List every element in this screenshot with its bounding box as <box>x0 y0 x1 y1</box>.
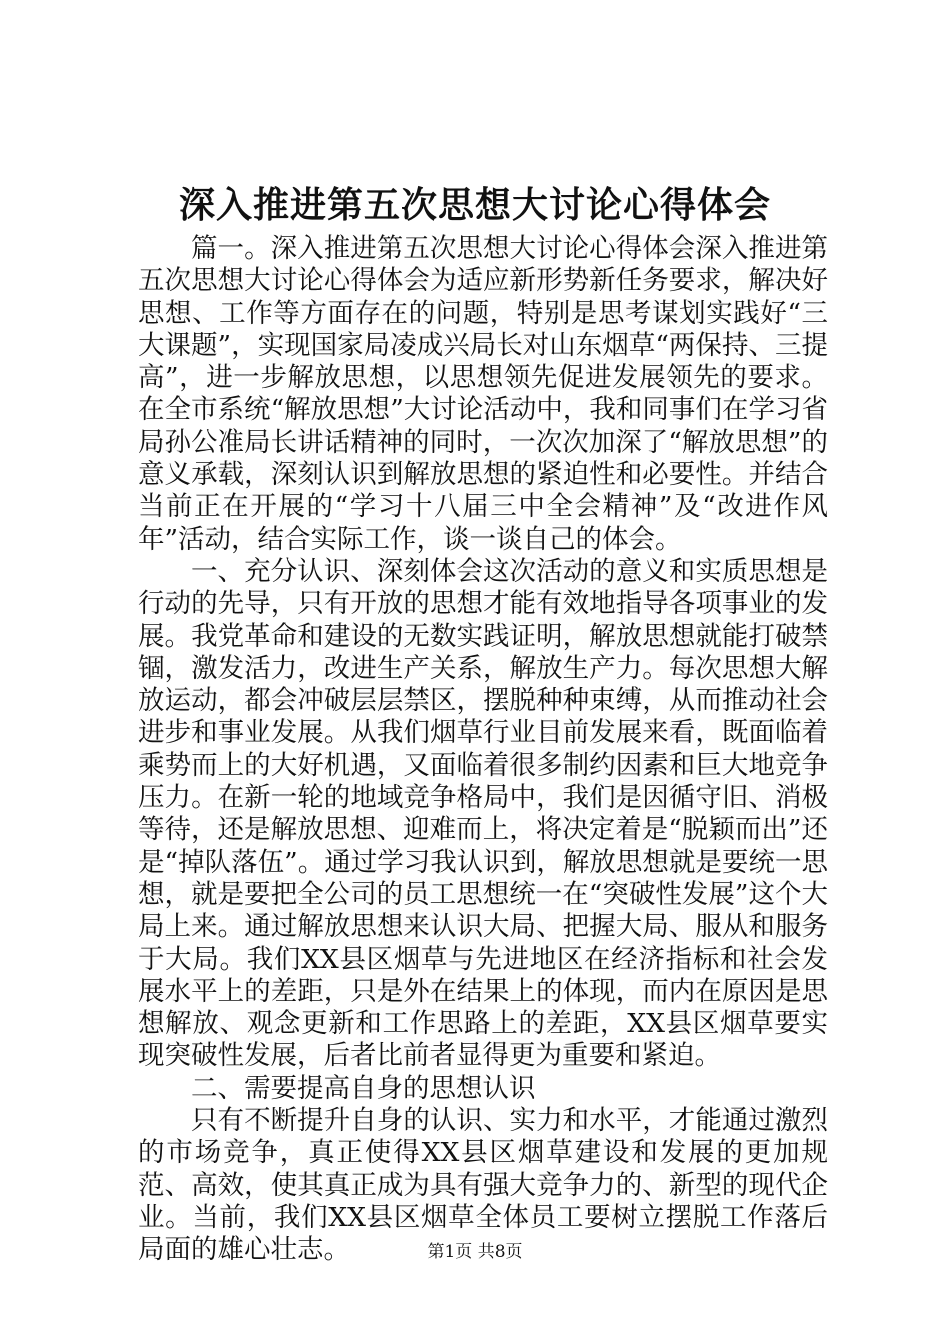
paragraph-intro: 篇一。深入推进第五次思想大讨论心得体会深入推进第五次思想大讨论心得体会为适应新形势新任务要求，解决好思想、工作等方面存在的问题，特别是思考谋划实践好“三大课题”，实现国家局凌成兴局长对山东烟草“两保持、三提高”，进一步解放思想，以思想领先促进发展领先的要求。在全市系统“解放思想”大讨论活动中，我和同事们在学习省局孙公准局长讲话精神的同时，一次次加深了“解放思想”的意义承载，深刻认识到解放思想的紧迫性和必要性。并结合当前正在开展的“学习十八届三中全会精神”及“改进作风年”活动，结合实际工作，谈一谈自己的体会。 <box>138 233 828 555</box>
paragraph-section-one: 一、充分认识、深刻体会这次活动的意义和实质思想是行动的先导，只有开放的思想才能有效地指导各项事业的发展。我党革命和建设的无数实践证明，解放思想就能打破禁锢，激发活力，改进生产关系，解放生产力。每次思想大解放运动，都会冲破层层禁区，摆脱种种束缚，从而推动社会进步和事业发展。从我们烟草行业目前发展来看，既面临着乘势而上的大好机遇，又面临着很多制约因素和巨大地竞争压力。在新一轮的地域竞争格局中，我们是因循守旧、消极等待，还是解放思想、迎难而上，将决定着是“脱颖而出”还是“掉队落伍”。通过学习我认识到，解放思想就是要统一思想，就是要把全公司的员工思想统一在“突破性发展”这个大局上来。通过解放思想来认识大局、把握大局、服从和服务于大局。我们XX县区烟草与先进地区在经济指标和社会发展水平上的差距，只是外在结果上的体现，而内在原因是思想解放、观念更新和工作思路上的差距，XX县区烟草要实现突破性发展，后者比前者显得更为重要和紧迫。 <box>138 555 828 1072</box>
document-title: 深入推进第五次思想大讨论心得体会 <box>178 184 771 226</box>
paragraph-section-two: 只有不断提升自身的认识、实力和水平，才能通过激烈的市场竞争，真正使得XX县区烟草建设和发展的更加规范、高效，使其真正成为具有强大竞争力的、新型的现代企业。当前，我们XX县区烟草全体员工要树立摆脱工作落后局面的雄心壮志。 <box>138 1105 828 1266</box>
section-heading-two: 二、需要提高自身的思想认识 <box>191 1072 536 1104</box>
page-number-footer: 第1页 共8页 <box>427 1242 523 1262</box>
document-body <box>138 233 828 1267</box>
